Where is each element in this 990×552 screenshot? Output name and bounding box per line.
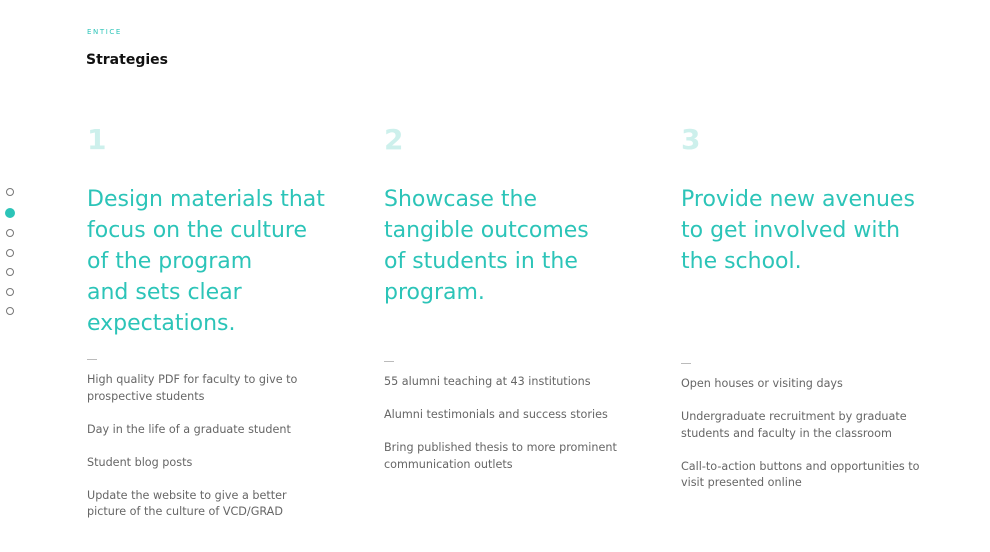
list-item: Student blog posts <box>87 455 193 469</box>
heading-line: and sets clear <box>87 280 242 305</box>
strategy-heading <box>384 184 634 308</box>
nav-dot-5[interactable] <box>6 268 14 276</box>
heading-line: Showcase the <box>384 187 538 212</box>
divider-dash <box>384 361 394 362</box>
page-title: Strategies <box>86 52 168 68</box>
heading-line: tangible outcomes <box>384 218 589 243</box>
list-item: High quality PDF for faculty to give to prospective students <box>87 373 298 403</box>
nav-dot-1[interactable] <box>6 188 14 196</box>
heading-line: the school. <box>681 249 802 274</box>
list-item: 55 alumni teaching at 43 institutions <box>384 375 591 388</box>
strategy-items <box>681 376 931 492</box>
strategy-column-2 <box>384 120 634 490</box>
heading-line: expectations. <box>87 311 236 336</box>
section-eyebrow: ENTICE <box>87 28 122 36</box>
strategy-items <box>384 374 634 473</box>
strategy-heading <box>87 184 337 339</box>
list-item: Call-to-action buttons and opportunities to visit presented online <box>681 459 920 489</box>
heading-line: program. <box>384 280 485 305</box>
divider-dash <box>87 359 97 360</box>
strategy-number: 2 <box>384 123 404 156</box>
list-item: Alumni testimonials and success stories <box>384 408 608 421</box>
list-item: Day in the life of a graduate student <box>87 422 291 436</box>
strategy-number: 1 <box>87 123 107 156</box>
list-item: Undergraduate recruitment by graduate students and faculty in the classroom <box>681 410 907 440</box>
heading-line: Provide new avenues <box>681 187 915 212</box>
strategy-items <box>87 372 337 521</box>
nav-dot-4[interactable] <box>6 249 14 257</box>
strategy-number: 3 <box>681 123 701 156</box>
heading-line: to get involved with <box>681 218 901 243</box>
nav-dot-7[interactable] <box>6 307 14 315</box>
strategy-column-3 <box>681 120 931 508</box>
nav-dot-6[interactable] <box>6 288 14 296</box>
list-item: Bring published thesis to more prominent communication outlets <box>384 441 617 471</box>
strategy-column-1 <box>87 120 337 537</box>
slide-dot-nav <box>6 188 18 327</box>
heading-line: focus on the culture <box>87 218 308 243</box>
list-item: Open houses or visiting days <box>681 377 843 390</box>
strategy-heading <box>681 184 931 277</box>
list-item: Update the website to give a better picture of the culture of VCD/GRAD <box>87 488 287 518</box>
heading-line: of the program <box>87 249 253 274</box>
nav-dot-3[interactable] <box>6 229 14 237</box>
heading-line: of students in the <box>384 249 578 274</box>
nav-dot-2-active[interactable] <box>5 208 15 218</box>
heading-line: Design materials that <box>87 187 325 212</box>
divider-dash <box>681 363 691 364</box>
